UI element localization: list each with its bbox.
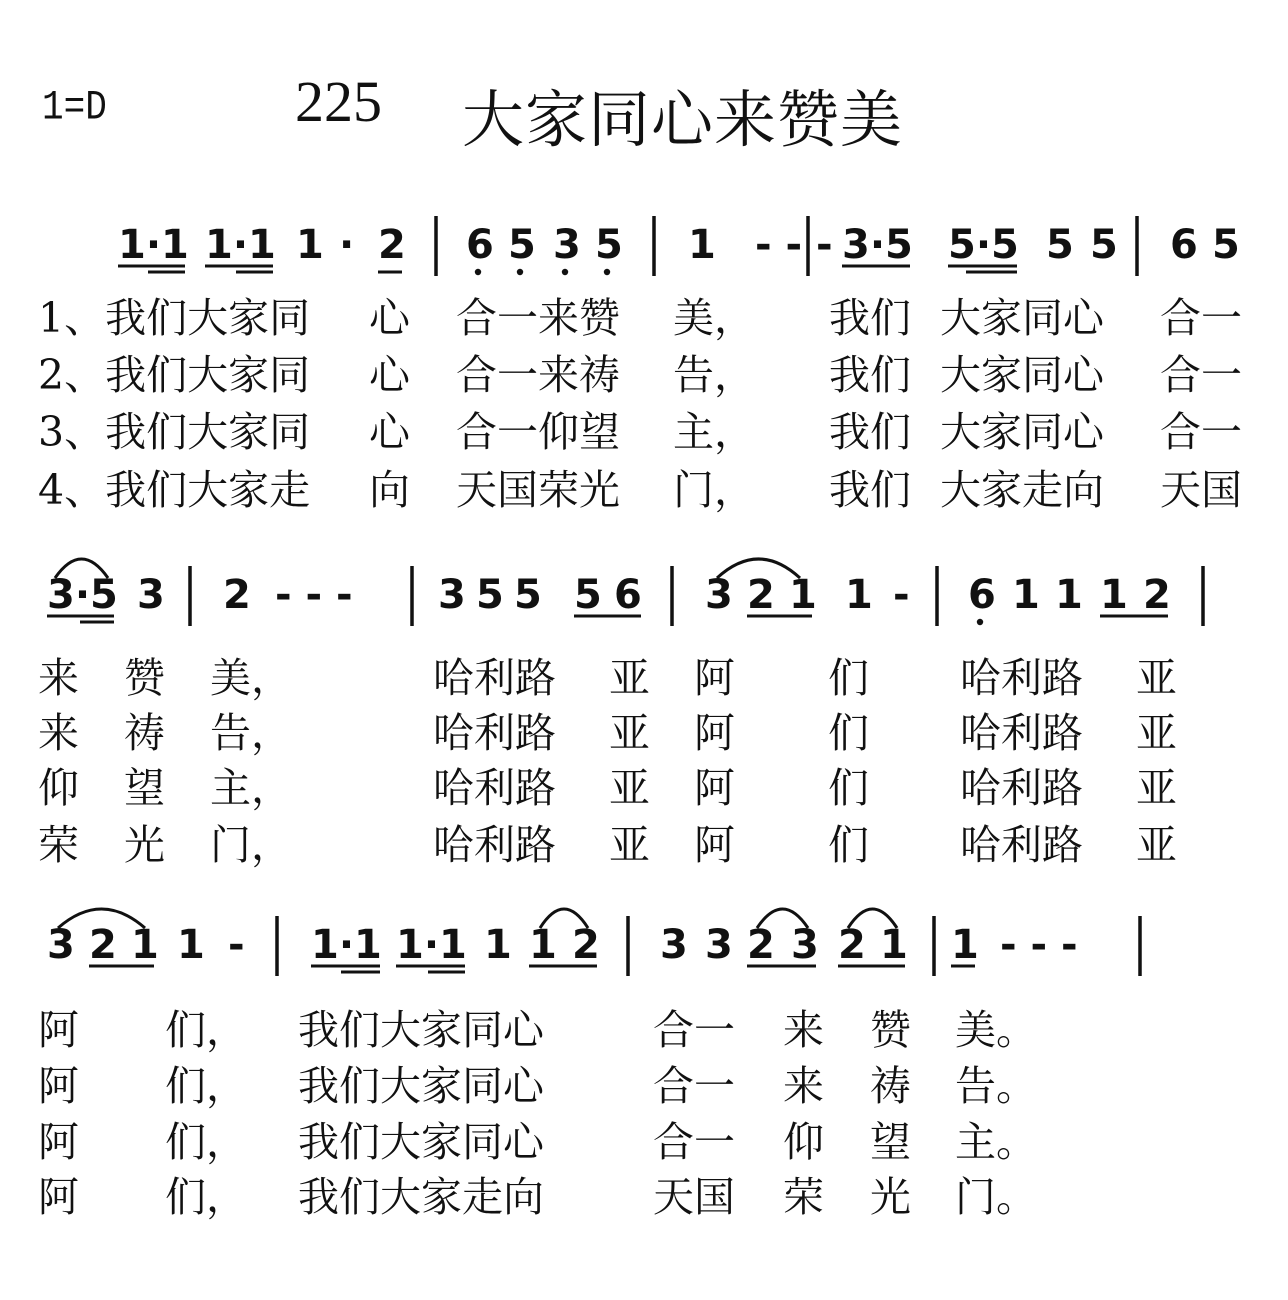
lyric-verse-3: 仰 <box>783 1118 824 1166</box>
note-8: 5 <box>574 572 602 618</box>
lyric-verse-2: 合一 <box>1160 351 1242 399</box>
lyric-verse-3: 阿 <box>38 1118 79 1166</box>
lyric-verse-4: 荣 <box>783 1173 824 1221</box>
lyric-verse-2: 大家同心 <box>940 351 1104 399</box>
lyric-verse-3: 合一 <box>1160 408 1242 456</box>
lyric-verse-3: 亚 <box>609 764 650 812</box>
note-1: 3 <box>47 922 75 968</box>
note-12: 1 <box>789 572 817 618</box>
lyric-verse-1: 哈利路 <box>960 654 1083 702</box>
lyric-verse-3: 望 <box>870 1118 911 1166</box>
note-12: 3 <box>705 922 733 968</box>
staff-line-3 <box>0 900 1288 1000</box>
note-14: 5 <box>1046 222 1074 268</box>
lyric-verse-4: 我们大家走向 <box>298 1173 544 1221</box>
note-4: 1 <box>177 922 205 968</box>
lyric-verse-1: 我们 <box>829 294 911 342</box>
note-9: 6 <box>614 572 642 618</box>
lyric-verse-1: 哈利路 <box>433 654 556 702</box>
hymn-title: 大家同心来赞美 <box>462 83 904 156</box>
note-3: 2 <box>223 572 251 618</box>
lyric-verse-4: 4、我们大家走 <box>38 466 311 514</box>
note-3: 1 <box>131 922 159 968</box>
note-17: 1 <box>1055 572 1083 618</box>
lyric-verse-2: 心 <box>369 351 410 399</box>
lyric-verse-3: 哈利路 <box>960 764 1083 812</box>
lyric-verse-1: 们 <box>828 654 869 702</box>
lyric-verse-4: 门， <box>210 821 292 869</box>
note-2: 1·1 <box>205 222 276 268</box>
notation-2 <box>0 550 1288 650</box>
lyric-verse-4: 亚 <box>1136 821 1177 869</box>
lyric-verse-1: 亚 <box>1136 654 1177 702</box>
note-7: 5 <box>514 572 542 618</box>
note-11: - - - <box>755 222 833 268</box>
lyric-verse-1: 美， <box>210 654 292 702</box>
lyric-verse-2: 哈利路 <box>433 709 556 757</box>
note-4: - - - <box>275 572 353 618</box>
lyric-verse-2: 2、我们大家同 <box>38 351 311 399</box>
note-9: 1 <box>529 922 557 968</box>
hymn-number: 225 <box>295 69 382 134</box>
lyric-verse-2: 告。 <box>955 1062 1037 1110</box>
note-18: 1 <box>1100 572 1128 618</box>
note-10: 3 <box>705 572 733 618</box>
lyric-verse-1: 美， <box>673 294 755 342</box>
note-13: 1 <box>845 572 873 618</box>
note-10: 2 <box>572 922 600 968</box>
lyric-verse-3: 亚 <box>1136 764 1177 812</box>
note-6: 5 <box>476 572 504 618</box>
lyric-verse-4: 亚 <box>609 821 650 869</box>
lyric-verse-2: 我们 <box>829 351 911 399</box>
lyric-verse-4: 荣 <box>38 821 79 869</box>
lyric-verse-3: 主， <box>210 764 292 812</box>
lyric-verse-4: 门， <box>673 466 755 514</box>
lyric-verse-4: 们， <box>165 1173 247 1221</box>
lyric-verse-1: 阿 <box>38 1006 79 1054</box>
lyric-verse-4: 门。 <box>955 1173 1037 1221</box>
lyric-verse-3: 们 <box>828 764 869 812</box>
lyric-verse-2: 们 <box>828 709 869 757</box>
lyric-verse-2: 告， <box>673 351 755 399</box>
lyric-verse-1: 赞 <box>124 654 165 702</box>
lyric-verse-1: 合一 <box>653 1006 735 1054</box>
note-4: · <box>339 222 355 268</box>
note-5: - <box>228 922 245 968</box>
lyric-verse-1: 来 <box>783 1006 824 1054</box>
octave-dot-below <box>977 619 983 625</box>
lyric-verse-2: 们， <box>165 1062 247 1110</box>
lyric-verse-1: 合一来赞 <box>456 294 620 342</box>
note-8: 1 <box>484 922 512 968</box>
note-15: 5 <box>1090 222 1118 268</box>
note-1: 1·1 <box>118 222 189 268</box>
lyric-verse-3: 3、我们大家同 <box>38 408 311 456</box>
note-1: 3·5 <box>47 572 118 618</box>
note-19: 2 <box>1143 572 1171 618</box>
lyric-verse-1: 我们大家同心 <box>298 1006 544 1054</box>
staff-line-1 <box>0 200 1288 300</box>
note-8: 3 <box>553 222 581 268</box>
note-13: 2 <box>747 922 775 968</box>
note-15: 6 <box>968 572 996 618</box>
note-18: - - - <box>1000 922 1078 968</box>
lyric-verse-1: 们， <box>165 1006 247 1054</box>
lyric-verse-1: 亚 <box>609 654 650 702</box>
lyric-verse-2: 阿 <box>694 709 735 757</box>
note-3: 1 <box>296 222 324 268</box>
octave-dot-below <box>475 269 481 275</box>
staff-line-2 <box>0 550 1288 650</box>
note-14: - <box>893 572 910 618</box>
lyric-verse-1: 来 <box>38 654 79 702</box>
lyric-verse-3: 主。 <box>955 1118 1037 1166</box>
note-13: 5·5 <box>948 222 1019 268</box>
lyric-verse-4: 阿 <box>38 1173 79 1221</box>
lyric-verse-3: 哈利路 <box>433 764 556 812</box>
note-16: 1 <box>1012 572 1040 618</box>
note-17: 5 <box>1212 222 1240 268</box>
lyric-verse-1: 赞 <box>870 1006 911 1054</box>
lyric-verse-4: 哈利路 <box>960 821 1083 869</box>
lyric-verse-2: 亚 <box>1136 709 1177 757</box>
lyric-verse-1: 1、我们大家同 <box>38 294 311 342</box>
note-15: 2 <box>838 922 866 968</box>
lyric-verse-3: 主， <box>673 408 755 456</box>
lyric-verse-4: 大家走向 <box>940 466 1104 514</box>
lyric-verse-2: 阿 <box>38 1062 79 1110</box>
notation-1 <box>0 200 1288 300</box>
lyric-verse-4: 我们 <box>829 466 911 514</box>
lyric-verse-2: 祷 <box>124 709 165 757</box>
lyric-verse-1: 阿 <box>694 654 735 702</box>
lyric-verse-4: 向 <box>369 466 410 514</box>
octave-dot-below <box>562 269 568 275</box>
lyric-verse-1: 美。 <box>955 1006 1037 1054</box>
note-16: 1 <box>880 922 908 968</box>
lyric-verse-2: 告， <box>210 709 292 757</box>
lyric-verse-3: 合一仰望 <box>456 408 620 456</box>
lyric-verse-2: 亚 <box>609 709 650 757</box>
lyric-verse-4: 天国 <box>1160 466 1242 514</box>
octave-dot-below <box>604 269 610 275</box>
lyric-verse-2: 来 <box>38 709 79 757</box>
note-17: 1 <box>951 922 979 968</box>
lyric-verse-2: 来 <box>783 1062 824 1110</box>
note-6: 6 <box>466 222 494 268</box>
lyric-verse-2: 合一来祷 <box>456 351 620 399</box>
note-12: 3·5 <box>842 222 913 268</box>
note-7: 1·1 <box>396 922 467 968</box>
note-11: 3 <box>660 922 688 968</box>
lyric-verse-3: 望 <box>124 764 165 812</box>
lyric-verse-2: 合一 <box>653 1062 735 1110</box>
lyric-verse-3: 合一 <box>653 1118 735 1166</box>
lyric-verse-4: 天国 <box>653 1173 735 1221</box>
octave-dot-below <box>517 269 523 275</box>
note-16: 6 <box>1170 222 1198 268</box>
lyric-verse-4: 们 <box>828 821 869 869</box>
lyric-verse-2: 我们大家同心 <box>298 1062 544 1110</box>
note-5: 2 <box>378 222 406 268</box>
lyric-verse-2: 哈利路 <box>960 709 1083 757</box>
lyric-verse-3: 阿 <box>694 764 735 812</box>
note-2: 2 <box>89 922 117 968</box>
lyric-verse-1: 大家同心 <box>940 294 1104 342</box>
note-2: 3 <box>137 572 165 618</box>
lyric-verse-3: 们， <box>165 1118 247 1166</box>
lyric-verse-1: 合一 <box>1160 294 1242 342</box>
lyric-verse-2: 祷 <box>870 1062 911 1110</box>
note-5: 3 <box>438 572 466 618</box>
note-14: 3 <box>791 922 819 968</box>
lyric-verse-1: 心 <box>369 294 410 342</box>
lyric-verse-3: 我们 <box>829 408 911 456</box>
note-6: 1·1 <box>311 922 382 968</box>
key-signature: 1=D <box>42 84 107 132</box>
note-9: 5 <box>595 222 623 268</box>
lyric-verse-3: 仰 <box>38 764 79 812</box>
lyric-verse-3: 我们大家同心 <box>298 1118 544 1166</box>
note-11: 2 <box>747 572 775 618</box>
lyric-verse-4: 阿 <box>694 821 735 869</box>
lyric-verse-3: 大家同心 <box>940 408 1104 456</box>
notation-3 <box>0 900 1288 1000</box>
note-7: 5 <box>508 222 536 268</box>
lyric-verse-4: 光 <box>870 1173 911 1221</box>
lyric-verse-4: 天国荣光 <box>456 466 620 514</box>
note-10: 1 <box>688 222 716 268</box>
lyric-verse-4: 哈利路 <box>433 821 556 869</box>
lyric-verse-4: 光 <box>124 821 165 869</box>
lyric-verse-3: 心 <box>369 408 410 456</box>
